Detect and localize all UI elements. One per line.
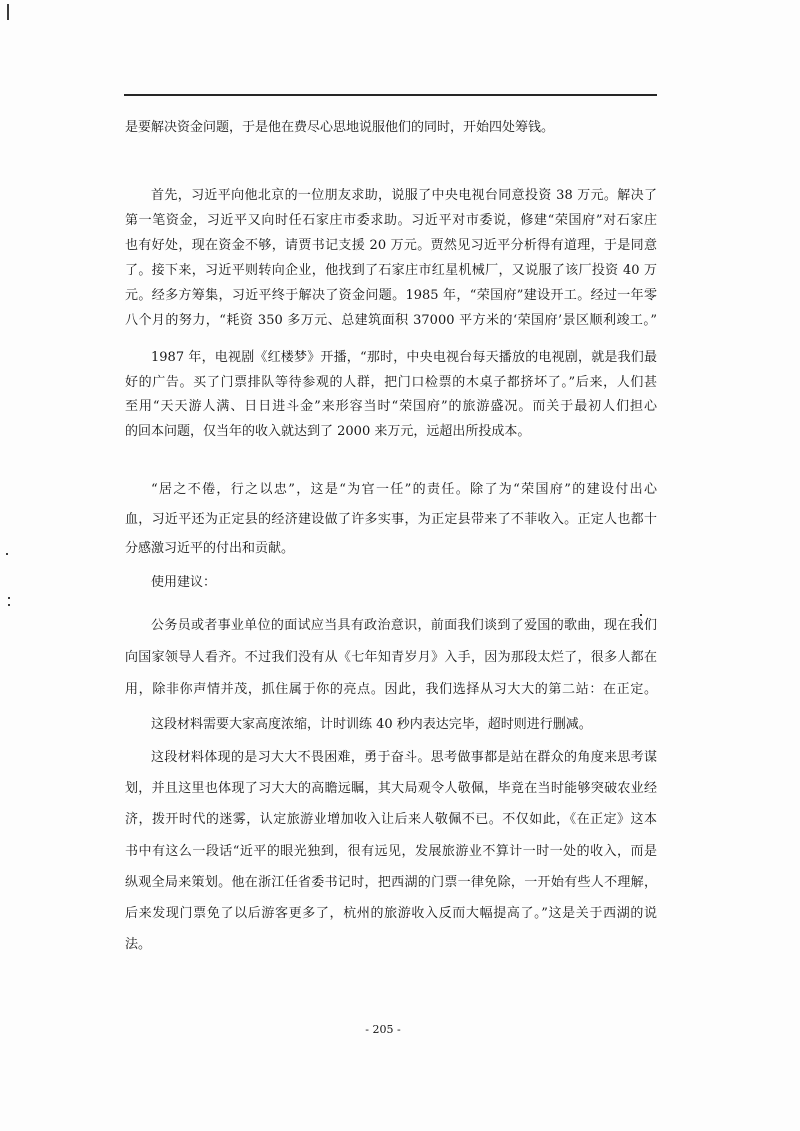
text-line: 法。 xyxy=(125,937,152,953)
text-line: 好的广告。买了门票排队等待参观的人群，把门口检票的木桌子都挤坏了。”后来，人们甚 xyxy=(125,374,657,390)
text-line: 至用“天天游人满、日日进斗金”来形容当时“荣国府”的旅游盛况。而关于最初人们担心 xyxy=(125,399,657,414)
text-line: 济，拨开时代的迷雾，认定旅游业增加收入让后来人敬佩不已。不仅如此，《在正定》这本 xyxy=(125,812,657,828)
text-line: 用，除非你声情并茂，抓住属于你的亮点。因此，我们选择从习大大的第二站：在正定。 xyxy=(125,682,657,697)
paragraph-continuation xyxy=(125,116,657,140)
paragraph-funding xyxy=(125,183,657,333)
text-line: 第一笔资金，习近平又向时任石家庄市委求助。习近平对市委说，修建“荣国府”对石家庄 xyxy=(125,213,657,228)
text-line: 八个月的努力，“耗资 350 多万元、总建筑面积 37000 平方米的‘荣国府’景区顺利竣工。” xyxy=(125,313,657,328)
paragraph-responsibility xyxy=(125,475,657,564)
text-line: 分感激习近平的付出和贡献。 xyxy=(125,541,295,556)
text-line: 纵观全局来策划。他在浙江任省委书记时，把西湖的门票一律免除，一开始有些人不理解， xyxy=(125,874,657,890)
text-line: 首先，习近平向他北京的一位朋友求助，说服了中央电视台同意投资 38 万元。解决了 xyxy=(151,188,657,203)
text-line: 后来发现门票免了以后游客更多了，杭州的旅游收入反而大幅提高了。”这是关于西湖的说 xyxy=(125,906,657,922)
paragraph-training-note xyxy=(125,713,657,737)
text-line: 这段材料需要大家高度浓缩，计时训练 40 秒内表达完毕，超时则进行删减。 xyxy=(151,717,592,732)
text-line: 公务员或者事业单位的面试应当具有政治意识，前面我们谈到了爱国的歌曲，现在我们 xyxy=(151,618,657,633)
paragraph-analysis xyxy=(125,742,657,960)
scan-artifact-left-colon xyxy=(8,597,10,599)
paragraph-tv-series xyxy=(125,346,657,444)
scan-artifact-left-dot xyxy=(6,553,8,555)
text-line: 这段材料体现的是习大大不畏困难，勇于奋斗。思考做事都是站在群众的角度来思考谋 xyxy=(151,750,657,765)
scan-artifact-top-left xyxy=(7,4,9,20)
text-line: 是要解决资金问题，于是他在费尽心思地说服他们的同时，开始四处筹钱。 xyxy=(125,120,555,135)
scan-artifact-left-colon-2 xyxy=(8,604,10,606)
text-line: 也有好处，现在资金不够，请贾书记支援 20 万元。贾然见习近平分析得有道理，于是同意 xyxy=(125,238,657,253)
text-line: 向国家领导人看齐。不过我们没有从《七年知青岁月》入手，因为那段太烂了，很多人都在 xyxy=(125,650,657,665)
text-line: 血，习近平还为正定县的经济建设做了许多实事，为正定县带来了不菲收入。正定人也都十 xyxy=(125,511,657,527)
text-line: 1987 年，电视剧《红楼梦》开播，“那时，中央电视台每天播放的电视剧，就是我们最 xyxy=(151,350,657,365)
header-rule xyxy=(124,94,657,96)
paragraph-interview-advice xyxy=(125,610,657,706)
page-number: - 205 - xyxy=(365,1023,401,1036)
text-line: 使用建议： xyxy=(151,575,217,590)
text-line: “居之不倦，行之以忠”，这是“为官一任”的责任。除了为“荣国府”的建设付出心 xyxy=(151,482,657,497)
text-line: 划，并且这里也体现了习大大的高瞻远瞩，其大局观令人敬佩，毕竟在当时能够突破农业经 xyxy=(125,781,657,797)
text-line: 元。经多方筹集，习近平终于解决了资金问题。1985 年，“荣国府”建设开工。经过一年零 xyxy=(125,288,657,303)
text-line: 了。接下来，习近平则转向企业，他找到了石家庄市红星机械厂，又说服了该厂投资 40 万 xyxy=(125,263,657,278)
text-line: 的回本问题，仅当年的收入就达到了 2000 来万元，远超出所投成本。 xyxy=(125,423,531,439)
text-line: 书中有这么一段话“近平的眼光独到，很有远见，发展旅游业不算计一时一处的收入，而是 xyxy=(125,843,657,859)
section-heading-usage-advice xyxy=(125,571,657,595)
